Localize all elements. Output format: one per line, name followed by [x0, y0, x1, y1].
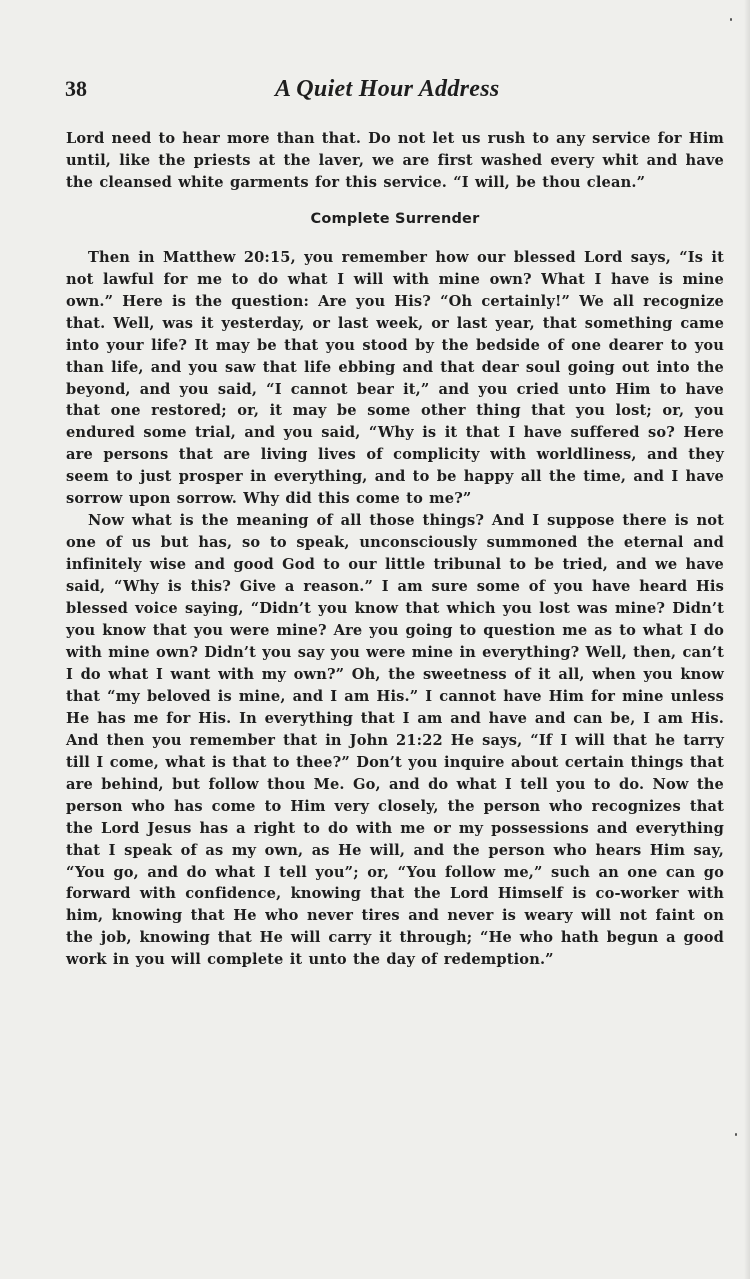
running-title: A Quiet Hour Address — [275, 76, 500, 102]
paragraph-1: Then in Matthew 20:15, you remember how our blessed Lord says, “Is it not lawful for me to do what I will with mine own? What I have is mine own.” Here is the question: Are you His? “Oh certainly!” We all recognize that. Well, was it yesterday, or last week, or last year, that something came into your life? It may be that you stood by the bedside of one dearer to you than life, and you saw that life ebbing and that dear soul going out into the beyond, and you said, “I cannot bear it,” and you cried unto Him to have that one restored; or, it may be some other thing that you lost; or, you endured some trial, and you said, “Why is it that I have suffered so? Here are persons that are living lives of complicity with worldliness, and they seem to just prosper in everything, and to be happy all the time, and I have sorrow upon sorrow. Why did this come to me?” — [66, 248, 724, 508]
section-heading: Complete Surrender — [310, 210, 480, 227]
page-edge-shadow — [744, 0, 750, 1279]
paper-speck — [730, 18, 732, 21]
page-header — [65, 76, 725, 110]
opening-paragraph: Lord need to hear more than that. Do not let us rush to any service for Him until, like the priests at the laver, we are first washed every whit and have the cleansed white garments for this service. “I will, be thou clean.” — [66, 130, 724, 191]
paragraph-2: Now what is the meaning of all those things? And I suppose there is not one of us but has, so to speak, unconsciously summoned the eternal and infinitely wise and good God to our little tribunal to be tried, and we have said, “Why is this? Give a reason.” I am sure some of you have heard His blessed voice saying, “Didn’t you know that which you lost was mine? Didn’t you know that you were mine? Are you going to question me as to what I do with mine own? Didn’t you say you were mine in everything? Well, then, can’t I do what I want with my own?” Oh, the sweetness of it all, when you know that “my beloved is mine, and I am His.” I cannot have Him for mine unless He has me for His. In everything that I am and have and can be, I am His. And then you remember that in John 21:22 He says, “If I will that he tarry till I come, what is that to thee?” Don’t you inquire about certain things that are behind, but follow thou Me. Go, and do what I tell you to do. Now the person who has come to Him very closely, the person who recognizes that the Lord Jesus has a right to do with me or my possessions and everything that I speak of as my own, as He will, and the person who hears Him say, “You go, and do what I tell you”; or, “You follow me,” such an one can go forward with confidence, knowing that the Lord Himself is co-worker with him, knowing that He who never tires and never is weary will not faint on the job, knowing that He will carry it through; “He who hath begun a good work in you will complete it unto the day of redemption.” — [66, 512, 724, 969]
page-number: 38 — [65, 76, 87, 101]
page-body — [66, 128, 724, 971]
paper-speck — [735, 1133, 737, 1136]
